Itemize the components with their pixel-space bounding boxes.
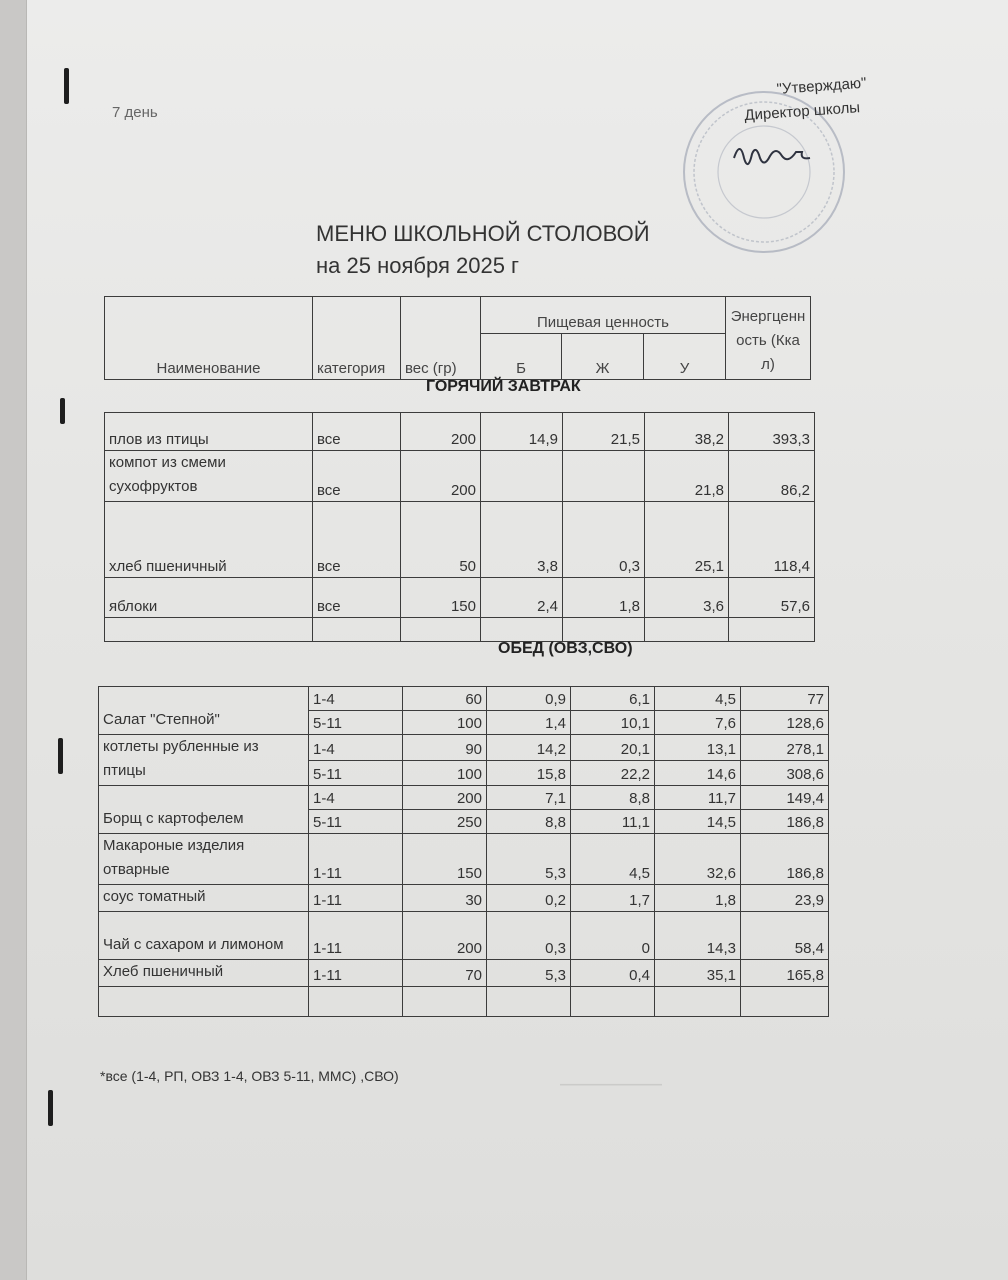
dish-protein — [481, 451, 563, 502]
dish-kcal: 165,8 — [741, 960, 829, 987]
header-category: категория — [313, 297, 401, 380]
empty-cell — [563, 618, 645, 642]
table-row — [99, 912, 829, 960]
dish-category: 1-11 — [309, 960, 403, 987]
dish-fat: 4,5 — [571, 834, 655, 885]
empty-cell — [403, 987, 487, 1017]
empty-row — [105, 618, 815, 642]
empty-cell — [655, 987, 741, 1017]
header-nutrition: Пищевая ценность — [481, 297, 726, 334]
dish-category: 1-4 — [309, 786, 403, 810]
dish-fat — [563, 451, 645, 502]
dish-weight: 60 — [403, 687, 487, 711]
dish-protein: 5,3 — [487, 834, 571, 885]
empty-cell — [729, 618, 815, 642]
table-row — [99, 834, 829, 885]
breakfast-table — [104, 412, 815, 642]
header-zh: Ж — [562, 334, 644, 380]
dish-weight: 100 — [403, 711, 487, 735]
dish-kcal: 86,2 — [729, 451, 815, 502]
dish-name: Макароные изделия отварные — [99, 834, 309, 885]
binder-mark — [60, 398, 65, 424]
document-title — [316, 218, 650, 282]
dish-weight: 200 — [401, 451, 481, 502]
section-breakfast-title: ГОРЯЧИЙ ЗАВТРАК — [426, 378, 581, 395]
dish-fat: 1,8 — [563, 578, 645, 618]
empty-cell — [99, 987, 309, 1017]
dish-name: Салат "Степной" — [99, 687, 309, 735]
empty-cell — [571, 987, 655, 1017]
dish-weight: 90 — [403, 735, 487, 761]
dish-name: Борщ с картофелем — [99, 786, 309, 834]
dish-name: компот из смеми сухофруктов — [105, 451, 313, 502]
empty-cell — [481, 618, 563, 642]
header-energy: Энергценность (Ккал) — [726, 297, 811, 380]
dish-protein: 0,2 — [487, 885, 571, 912]
dish-carbs: 25,1 — [645, 502, 729, 578]
dish-protein: 2,4 — [481, 578, 563, 618]
dish-weight: 200 — [403, 786, 487, 810]
table-row — [99, 735, 829, 761]
dish-protein: 7,1 — [487, 786, 571, 810]
dish-kcal: 278,1 — [741, 735, 829, 761]
header-weight: вес (гр) — [401, 297, 481, 380]
dish-weight: 250 — [403, 810, 487, 834]
table-row — [105, 413, 815, 451]
dish-weight: 50 — [401, 502, 481, 578]
dish-fat: 11,1 — [571, 810, 655, 834]
empty-cell — [105, 618, 313, 642]
dish-category: 1-11 — [309, 912, 403, 960]
table-row — [105, 578, 815, 618]
dish-fat: 22,2 — [571, 760, 655, 786]
dish-carbs: 38,2 — [645, 413, 729, 451]
table-row — [99, 960, 829, 987]
header-table — [104, 296, 811, 380]
header-name: Наименование — [105, 297, 313, 380]
dish-name: плов из птицы — [105, 413, 313, 451]
dish-name: хлеб пшеничный — [105, 502, 313, 578]
dish-kcal: 308,6 — [741, 760, 829, 786]
approval-position: Директор школы — [743, 99, 861, 125]
dish-category: 1-11 — [309, 834, 403, 885]
dish-protein: 0,3 — [487, 912, 571, 960]
header-b: Б — [481, 334, 562, 380]
dish-carbs: 21,8 — [645, 451, 729, 502]
dish-carbs: 14,3 — [655, 912, 741, 960]
dish-fat: 21,5 — [563, 413, 645, 451]
dish-kcal: 58,4 — [741, 912, 829, 960]
empty-cell — [309, 987, 403, 1017]
table-row — [99, 687, 829, 711]
dish-carbs: 13,1 — [655, 735, 741, 761]
dish-kcal: 186,8 — [741, 834, 829, 885]
dish-fat: 8,8 — [571, 786, 655, 810]
section-lunch-title: ОБЕД (ОВЗ,СВО) — [498, 640, 633, 657]
dish-carbs: 1,8 — [655, 885, 741, 912]
dish-carbs: 7,6 — [655, 711, 741, 735]
dish-protein: 15,8 — [487, 760, 571, 786]
dish-fat: 20,1 — [571, 735, 655, 761]
dish-protein: 1,4 — [487, 711, 571, 735]
dish-carbs: 11,7 — [655, 786, 741, 810]
binder-mark — [48, 1090, 53, 1126]
dish-protein: 14,2 — [487, 735, 571, 761]
dish-kcal: 149,4 — [741, 786, 829, 810]
binder-mark — [58, 738, 63, 774]
empty-cell — [645, 618, 729, 642]
dish-carbs: 14,5 — [655, 810, 741, 834]
dish-weight: 200 — [403, 912, 487, 960]
dish-category: все — [313, 451, 401, 502]
dish-weight: 30 — [403, 885, 487, 912]
day-label: 7 день — [112, 104, 158, 121]
dish-fat: 0 — [571, 912, 655, 960]
show-through-text: ―――――― — [560, 1074, 662, 1093]
dish-name: Чай с сахаром и лимоном — [99, 912, 309, 960]
table-row — [99, 885, 829, 912]
dish-name: котлеты рубленные из птицы — [99, 735, 309, 786]
empty-cell — [741, 987, 829, 1017]
dish-fat: 0,4 — [571, 960, 655, 987]
dish-category: все — [313, 578, 401, 618]
dish-protein: 5,3 — [487, 960, 571, 987]
binder-mark — [64, 68, 69, 104]
header-u: У — [644, 334, 726, 380]
dish-category: 1-4 — [309, 735, 403, 761]
dish-kcal: 128,6 — [741, 711, 829, 735]
dish-carbs: 3,6 — [645, 578, 729, 618]
dish-weight: 200 — [401, 413, 481, 451]
dish-fat: 0,3 — [563, 502, 645, 578]
dish-carbs: 32,6 — [655, 834, 741, 885]
dish-kcal: 23,9 — [741, 885, 829, 912]
dish-name: яблоки — [105, 578, 313, 618]
dish-category: 5-11 — [309, 760, 403, 786]
dish-protein: 3,8 — [481, 502, 563, 578]
dish-category: все — [313, 413, 401, 451]
dish-kcal: 186,8 — [741, 810, 829, 834]
dish-weight: 150 — [401, 578, 481, 618]
dish-kcal: 118,4 — [729, 502, 815, 578]
dish-kcal: 77 — [741, 687, 829, 711]
dish-fat: 1,7 — [571, 885, 655, 912]
dish-category: все — [313, 502, 401, 578]
menu-date: на 25 ноября 2025 г — [316, 253, 520, 278]
dish-name: соус томатный — [99, 885, 309, 912]
lunch-table — [98, 686, 829, 1017]
dish-carbs: 35,1 — [655, 960, 741, 987]
empty-cell — [313, 618, 401, 642]
dish-category: 5-11 — [309, 810, 403, 834]
dish-category: 1-11 — [309, 885, 403, 912]
dish-name: Хлеб пшеничный — [99, 960, 309, 987]
dish-weight: 70 — [403, 960, 487, 987]
table-row — [99, 786, 829, 810]
dish-kcal: 393,3 — [729, 413, 815, 451]
approval-line: "Утверждаю" — [776, 74, 867, 98]
table-row — [105, 502, 815, 578]
empty-row — [99, 987, 829, 1017]
footnote: *все (1-4, РП, ОВЗ 1-4, ОВЗ 5-11, ММС) ,СВО) — [100, 1068, 399, 1084]
dish-protein: 0,9 — [487, 687, 571, 711]
dish-kcal: 57,6 — [729, 578, 815, 618]
dish-weight: 100 — [403, 760, 487, 786]
empty-cell — [487, 987, 571, 1017]
dish-fat: 6,1 — [571, 687, 655, 711]
dish-category: 1-4 — [309, 687, 403, 711]
menu-title: МЕНЮ ШКОЛЬНОЙ СТОЛОВОЙ — [316, 221, 650, 246]
empty-cell — [401, 618, 481, 642]
dish-weight: 150 — [403, 834, 487, 885]
dish-carbs: 4,5 — [655, 687, 741, 711]
dish-carbs: 14,6 — [655, 760, 741, 786]
dish-category: 5-11 — [309, 711, 403, 735]
table-row — [105, 451, 815, 502]
dish-protein: 14,9 — [481, 413, 563, 451]
dish-fat: 10,1 — [571, 711, 655, 735]
dish-protein: 8,8 — [487, 810, 571, 834]
